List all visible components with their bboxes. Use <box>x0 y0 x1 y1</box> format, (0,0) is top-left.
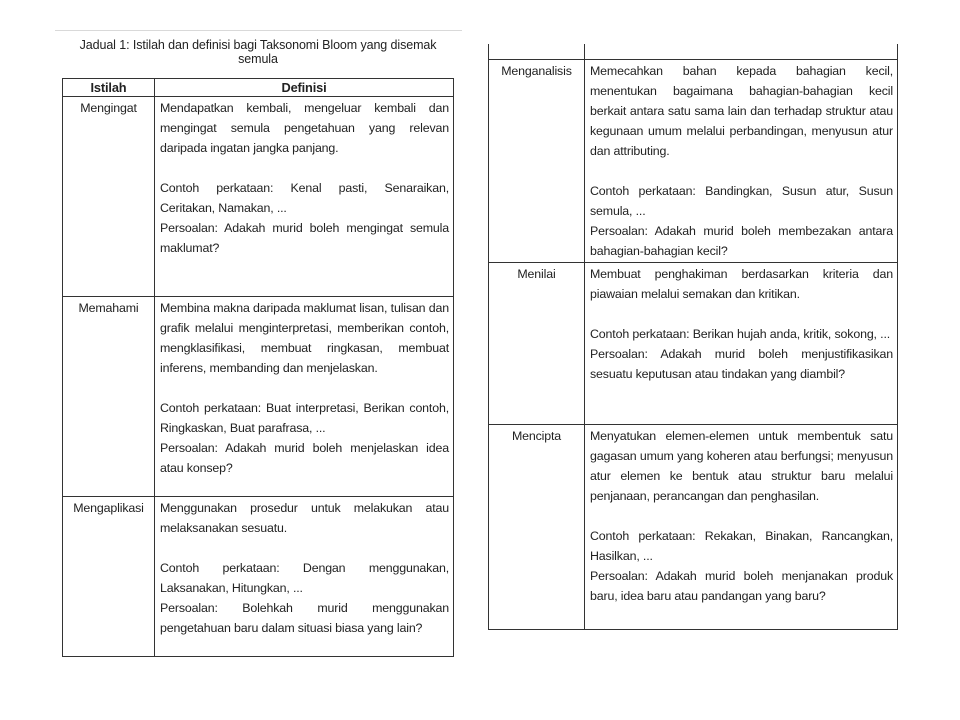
term-cell: Mengaplikasi <box>63 497 155 657</box>
question-text: Persoalan: Bolehkah murid menggunakan pengetahuan baru dalam situasi biasa yang lain? <box>160 601 449 635</box>
table-row <box>63 497 454 657</box>
examples-text: Contoh perkataan: Rekakan, Binakan, Rancangkan, Hasilkan, ... <box>590 529 893 563</box>
continuation-stub-row <box>489 44 898 60</box>
definition-cell <box>155 97 454 297</box>
definition-text: Menyatukan elemen-elemen untuk membentuk satu gagasan umum yang koheren atau berfungsi; menyusun atur elemen ke bentuk atau struktur baru melalui penjanaan, perancangan dan penghasilan. <box>590 429 893 503</box>
bloom-table-left <box>62 78 454 657</box>
definition-text: Mendapatkan kembali, mengeluar kembali dan mengingat semula pengetahuan yang relevan daripada ingatan jangka panjang. <box>160 101 449 155</box>
definition-text: Membina makna daripada maklumat lisan, tulisan dan grafik melalui menginterpretasi, memberikan contoh, mengklasifikasi, membuat ringkasan, membuat inferens, membanding dan menjelaskan. <box>160 301 449 375</box>
stub-cell <box>489 44 585 60</box>
table-caption: Jadual 1: Istilah dan definisi bagi Taksonomi Bloom yang disemak semula <box>79 38 437 66</box>
table-row <box>63 297 454 497</box>
top-rule <box>55 30 462 31</box>
definition-cell <box>155 497 454 657</box>
header-term: Istilah <box>63 79 155 97</box>
table-row <box>63 97 454 297</box>
examples-text: Contoh perkataan: Berikan hujah anda, kritik, sokong, ... <box>590 327 891 341</box>
question-text: Persoalan: Adakah murid boleh membezakan antara bahagian-bahagian kecil? <box>590 224 893 258</box>
definition-text: Membuat penghakiman berdasarkan kriteria dan piawaian melalui semakan dan kritikan. <box>590 267 893 301</box>
question-text: Persoalan: Adakah murid boleh mengingat semula maklumat? <box>160 221 449 255</box>
examples-text: Contoh perkataan: Dengan menggunakan, Laksanakan, Hitungkan, ... <box>160 561 449 595</box>
examples-text: Contoh perkataan: Bandingkan, Susun atur, Susun semula, ... <box>590 184 893 218</box>
table-row <box>489 263 898 425</box>
definition-text: Memecahkan bahan kepada bahagian kecil, menentukan bagaimana bahagian-bahagian kecil berkait antara satu sama lain dan terhadap struktur atau kegunaan umum melalui perbandingan, menyusun atur dan attributing. <box>590 64 893 158</box>
question-text: Persoalan: Adakah murid boleh menjelaskan idea atau konsep? <box>160 441 449 475</box>
examples-text: Contoh perkataan: Kenal pasti, Senaraikan, Ceritakan, Namakan, ... <box>160 181 449 215</box>
definition-cell <box>155 297 454 497</box>
stub-cell <box>585 44 898 60</box>
table-row <box>489 425 898 630</box>
examples-text: Contoh perkataan: Buat interpretasi, Berikan contoh, Ringkaskan, Buat parafrasa, ... <box>160 401 449 435</box>
definition-cell <box>585 425 898 630</box>
bloom-table-right <box>488 44 898 630</box>
term-cell: Memahami <box>63 297 155 497</box>
term-cell: Mengingat <box>63 97 155 297</box>
definition-text: Menggunakan prosedur untuk melakukan atau melaksanakan sesuatu. <box>160 501 449 535</box>
header-definition: Definisi <box>155 79 454 97</box>
question-text: Persoalan: Adakah murid boleh menjustifikasikan sesuatu keputusan atau tindakan yang diambil? <box>590 347 893 381</box>
question-text: Persoalan: Adakah murid boleh menjanakan produk baru, idea baru atau pandangan yang baru? <box>590 569 893 603</box>
definition-cell <box>585 60 898 263</box>
term-cell: Menganalisis <box>489 60 585 263</box>
table-header-row <box>63 79 454 97</box>
term-cell: Mencipta <box>489 425 585 630</box>
term-cell: Menilai <box>489 263 585 425</box>
definition-cell <box>585 263 898 425</box>
table-row <box>489 60 898 263</box>
